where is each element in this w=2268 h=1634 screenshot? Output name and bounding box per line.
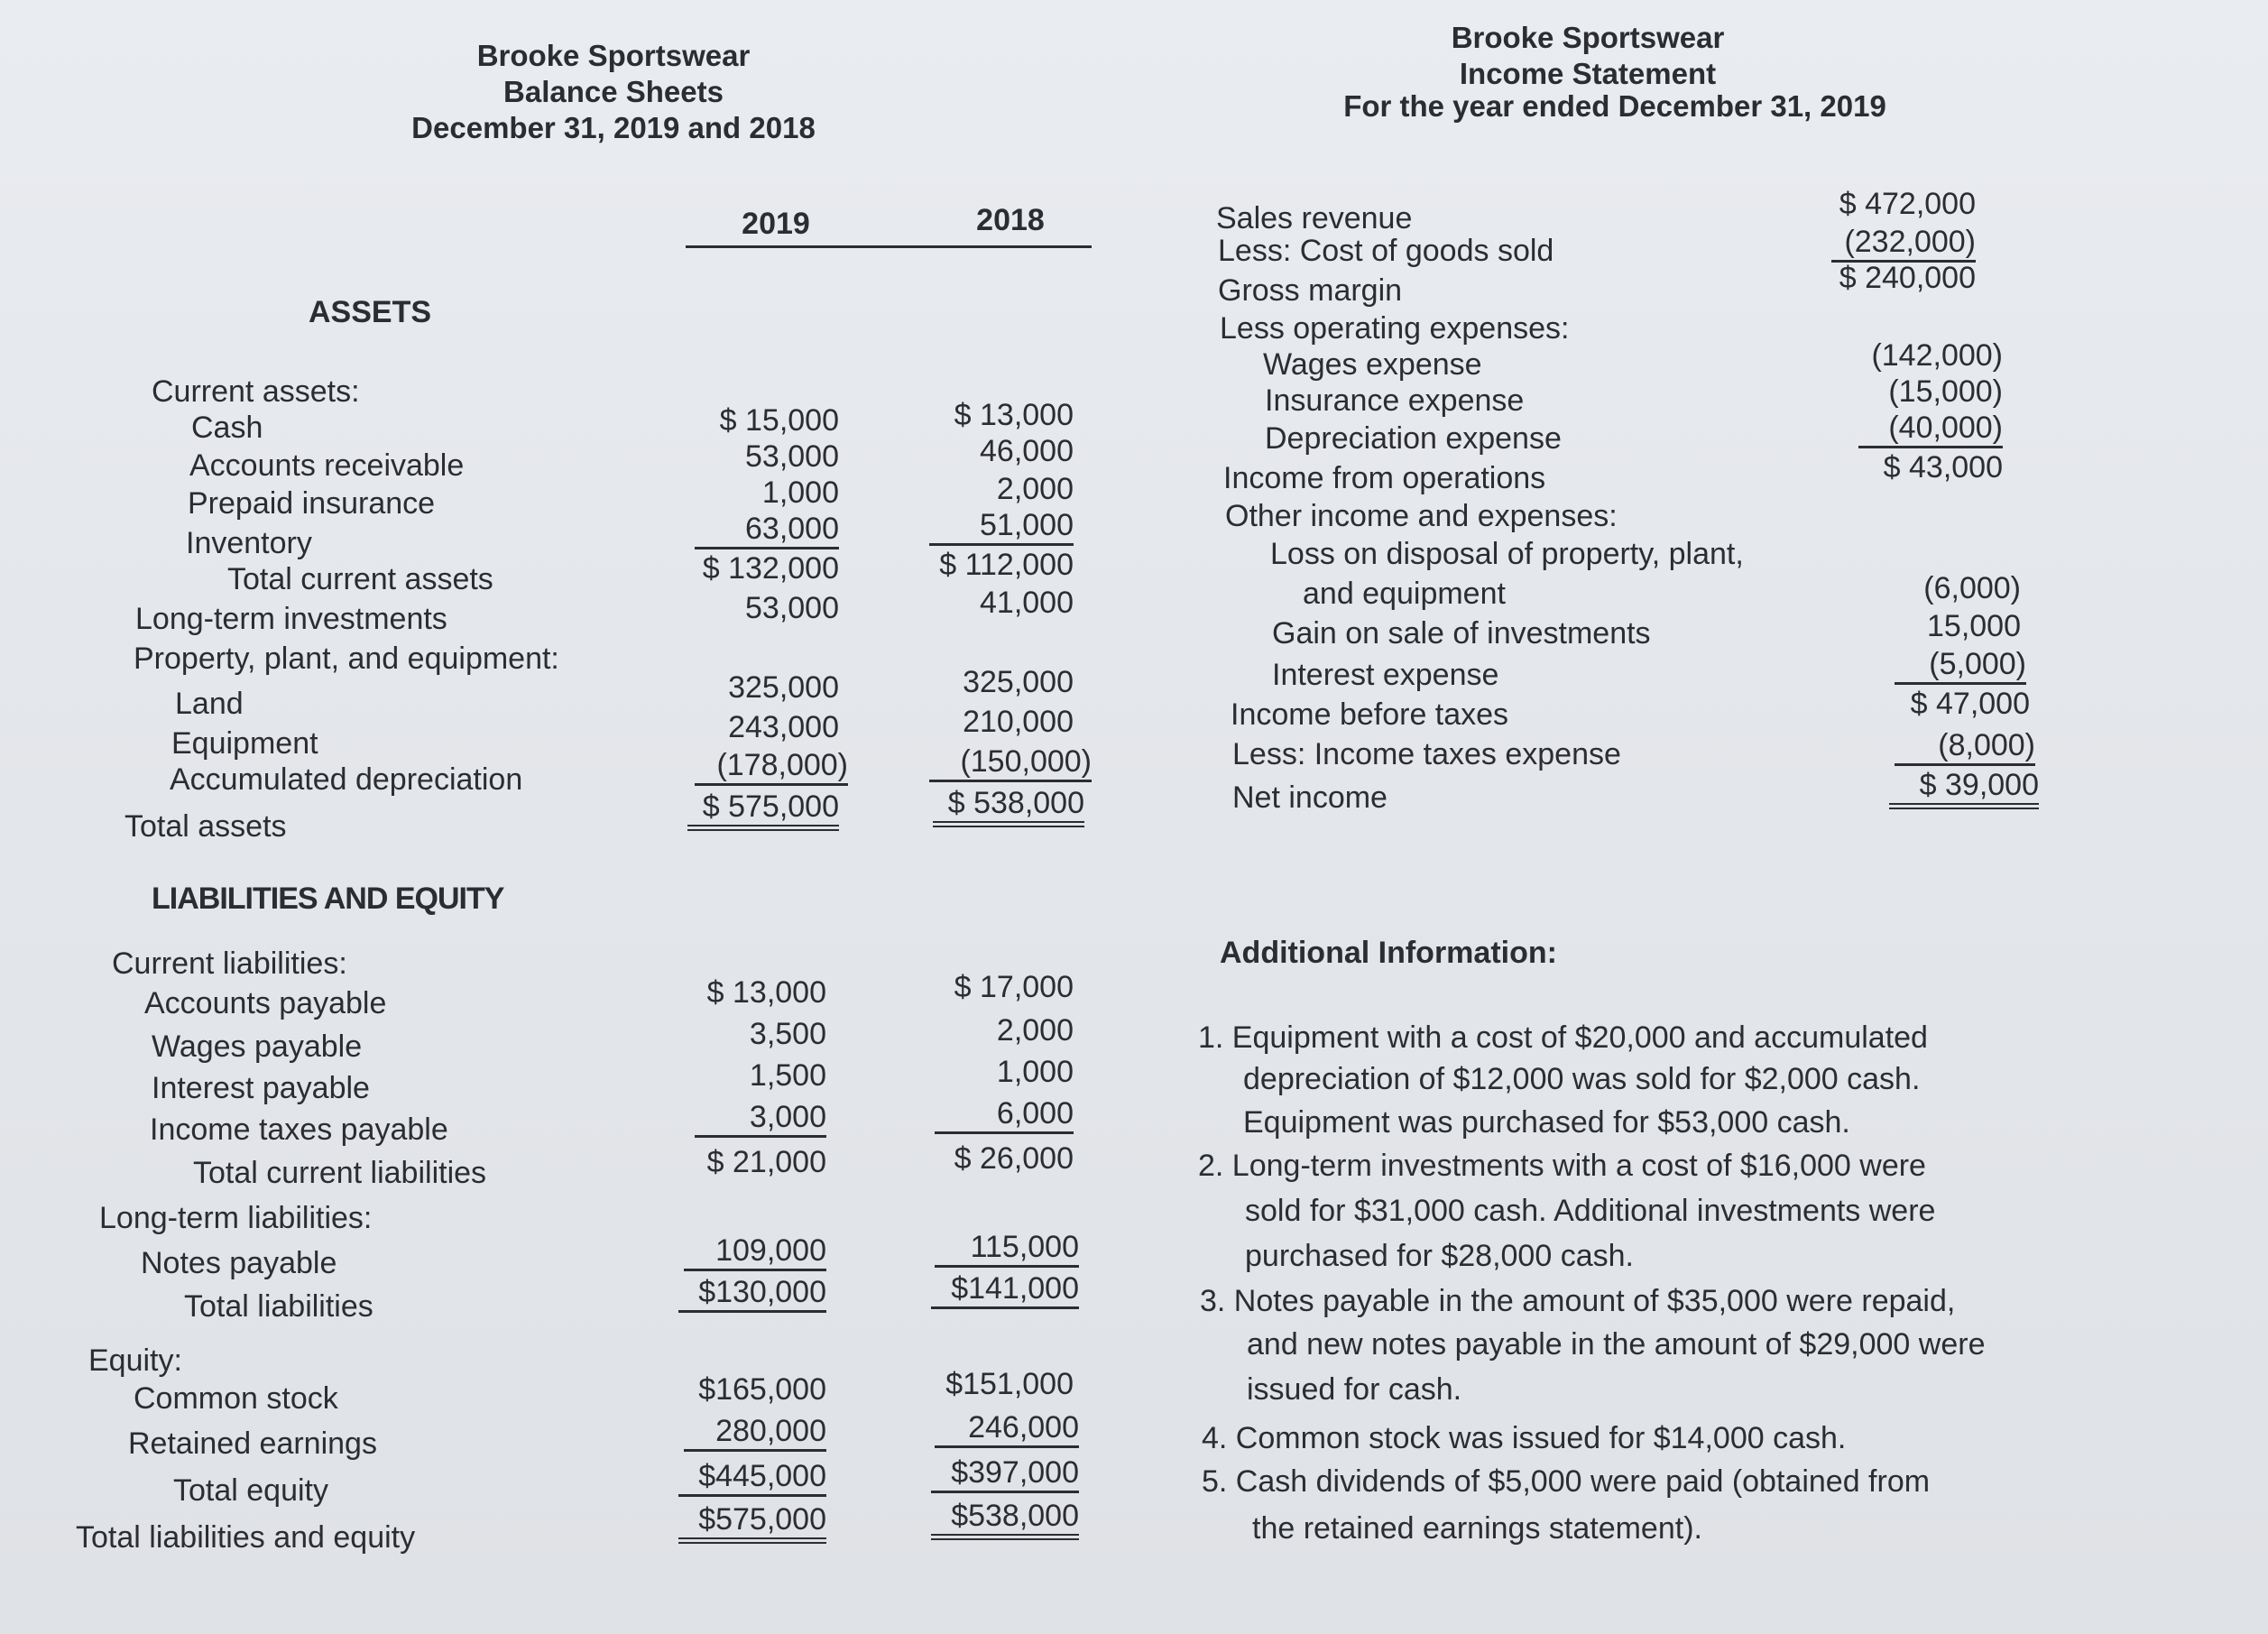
is-label-sales: Sales revenue xyxy=(1216,201,1413,235)
notes-2019: 109,000 xyxy=(684,1232,826,1271)
tca-2018: $ 112,000 xyxy=(939,548,1074,582)
info-item-3-line-1: 3. Notes payable in the amount of $35,000 were repaid, xyxy=(1200,1284,1956,1318)
row-label-tca: Total current assets xyxy=(227,562,493,596)
taxes-2019: 3,000 xyxy=(695,1099,826,1138)
ltl-label: Long-term liabilities: xyxy=(99,1201,373,1235)
land-2019: 325,000 xyxy=(728,670,839,705)
land-2018: 325,000 xyxy=(963,665,1074,699)
re-2018: 246,000 xyxy=(935,1409,1079,1448)
is-val-sales: $ 472,000 xyxy=(1839,187,1976,221)
tca-2019: $ 132,000 xyxy=(702,551,839,586)
is-title-period: For the year ended December 31, 2019 xyxy=(1343,89,1886,123)
ar-2018: 46,000 xyxy=(980,434,1074,468)
is-label-intexp: Interest expense xyxy=(1272,658,1499,692)
ap-2019: $ 13,000 xyxy=(706,975,826,1010)
total-assets-2019: $ 575,000 xyxy=(687,789,839,831)
bs-title-name: Balance Sheets xyxy=(503,75,724,108)
bs-header-rule xyxy=(686,245,1092,248)
row-label-equipment: Equipment xyxy=(171,726,318,761)
additional-info-heading: Additional Information: xyxy=(1220,936,1557,970)
lti-2018: 41,000 xyxy=(980,586,1074,620)
ap-2018: $ 17,000 xyxy=(954,970,1074,1004)
assets-heading: ASSETS xyxy=(309,295,432,329)
interest-2018: 1,000 xyxy=(996,1055,1074,1089)
is-label-loss2: and equipment xyxy=(1303,577,1506,611)
info-item-1-line-3: Equipment was purchased for $53,000 cash. xyxy=(1243,1105,1850,1140)
liabilities-heading: LIABILITIES AND EQUITY xyxy=(152,882,504,916)
ppe-label: Property, plant, and equipment: xyxy=(134,642,559,676)
wages-2018: 2,000 xyxy=(996,1013,1074,1048)
row-label-taxes: Income taxes payable xyxy=(150,1112,448,1147)
lti-2019: 53,000 xyxy=(745,591,839,625)
cash-2019: $ 15,000 xyxy=(719,403,839,438)
is-label-gross: Gross margin xyxy=(1218,273,1403,308)
is-val-cogs: (232,000) xyxy=(1831,224,1976,263)
is-val-ibt: $ 47,000 xyxy=(1910,687,2030,721)
bs-col-2018: 2018 xyxy=(976,203,1045,237)
cash-2018: $ 13,000 xyxy=(954,398,1074,432)
row-label-accum: Accumulated depreciation xyxy=(170,762,523,797)
bs-title-company: Brooke Sportswear xyxy=(476,39,751,72)
row-label-wages: Wages payable xyxy=(152,1029,363,1064)
is-val-depreciation: (40,000) xyxy=(1858,410,2003,448)
tl-2019: $130,000 xyxy=(678,1274,826,1313)
taxes-2018: 6,000 xyxy=(935,1095,1074,1134)
inventory-2018: 51,000 xyxy=(929,507,1074,546)
is-val-gross: $ 240,000 xyxy=(1839,261,1976,295)
row-label-interest: Interest payable xyxy=(152,1071,370,1105)
is-label-gain: Gain on sale of investments xyxy=(1272,616,1651,651)
current-liab-label: Current liabilities: xyxy=(112,946,347,981)
is-val-ni: $ 39,000 xyxy=(1889,767,2039,809)
is-val-ops: $ 43,000 xyxy=(1883,450,2003,485)
prepaid-2019: 1,000 xyxy=(761,475,839,510)
info-item-4-line-1: 4. Common stock was issued for $14,000 cash. xyxy=(1202,1421,1847,1455)
is-label-depreciation: Depreciation expense xyxy=(1265,421,1562,456)
row-label-tle: Total liabilities and equity xyxy=(76,1520,416,1555)
is-title-name: Income Statement xyxy=(1459,57,1717,90)
row-label-notes: Notes payable xyxy=(141,1246,337,1280)
is-label-cogs: Less: Cost of goods sold xyxy=(1218,234,1554,268)
row-label-inventory: Inventory xyxy=(186,526,312,560)
is-label-ni: Net income xyxy=(1232,780,1388,815)
row-label-total-assets: Total assets xyxy=(124,809,287,844)
is-val-tax: (8,000) xyxy=(1895,727,2035,766)
is-label-other: Other income and expenses: xyxy=(1225,499,1618,533)
equipment-2019: 243,000 xyxy=(728,710,839,744)
tcl-2019: $ 21,000 xyxy=(706,1145,826,1179)
is-val-wages: (142,000) xyxy=(1871,338,2003,373)
info-item-2-line-3: purchased for $28,000 cash. xyxy=(1245,1239,1634,1273)
wages-2019: 3,500 xyxy=(749,1017,826,1051)
is-label-wages: Wages expense xyxy=(1263,347,1482,382)
row-label-tcl: Total current liabilities xyxy=(193,1156,487,1190)
cs-2018: $151,000 xyxy=(945,1367,1074,1401)
is-val-insurance: (15,000) xyxy=(1888,374,2003,409)
info-item-1-line-2: depreciation of $12,000 was sold for $2,000 cash. xyxy=(1243,1062,1921,1096)
inventory-2019: 63,000 xyxy=(695,511,839,549)
te-2019: $445,000 xyxy=(678,1458,826,1497)
bs-title-date: December 31, 2019 and 2018 xyxy=(411,111,816,144)
is-label-ibt: Income before taxes xyxy=(1231,697,1509,732)
row-label-re: Retained earnings xyxy=(128,1426,377,1461)
info-item-2-line-2: sold for $31,000 cash. Additional investments were xyxy=(1245,1194,1936,1228)
is-val-intexp: (5,000) xyxy=(1895,646,2026,685)
equipment-2018: 210,000 xyxy=(963,705,1074,739)
ar-2019: 53,000 xyxy=(745,439,839,474)
re-2019: 280,000 xyxy=(684,1413,826,1452)
row-label-cs: Common stock xyxy=(134,1381,338,1416)
row-label-ar: Accounts receivable xyxy=(189,448,465,483)
equity-label: Equity: xyxy=(88,1343,182,1378)
info-item-3-line-2: and new notes payable in the amount of $29,000 were xyxy=(1247,1327,1986,1362)
is-label-insurance: Insurance expense xyxy=(1265,383,1525,418)
info-item-1-line-1: 1. Equipment with a cost of $20,000 and accumulated xyxy=(1198,1020,1928,1055)
accum-2019: (178,000) xyxy=(695,747,848,786)
row-label-lti: Long-term investments xyxy=(135,602,447,636)
is-val-gain: 15,000 xyxy=(1927,609,2021,643)
is-label-opex: Less operating expenses: xyxy=(1220,311,1570,346)
is-val-loss: (6,000) xyxy=(1923,571,2021,605)
info-item-2-line-1: 2. Long-term investments with a cost of $16,000 were xyxy=(1198,1149,1926,1183)
info-item-5-line-2: the retained earnings statement). xyxy=(1252,1511,1702,1546)
is-label-ops: Income from operations xyxy=(1223,461,1546,495)
cs-2019: $165,000 xyxy=(698,1372,826,1407)
notes-2018: 115,000 xyxy=(935,1229,1079,1268)
te-2018: $397,000 xyxy=(931,1454,1079,1493)
tle-2018: $538,000 xyxy=(931,1498,1079,1540)
tl-2018: $141,000 xyxy=(931,1270,1079,1309)
info-item-5-line-1: 5. Cash dividends of $5,000 were paid (obtained from xyxy=(1202,1464,1931,1499)
info-item-3-line-3: issued for cash. xyxy=(1247,1372,1462,1407)
accum-2018: (150,000) xyxy=(929,743,1092,782)
bs-col-2019: 2019 xyxy=(742,207,810,241)
prepaid-2018: 2,000 xyxy=(996,472,1074,506)
row-label-land: Land xyxy=(175,687,244,721)
row-label-prepaid: Prepaid insurance xyxy=(188,486,436,521)
tle-2019: $575,000 xyxy=(678,1501,826,1544)
row-label-cash: Cash xyxy=(191,411,263,445)
total-assets-2018: $ 538,000 xyxy=(933,785,1084,827)
row-label-ap: Accounts payable xyxy=(144,986,387,1020)
row-label-tl: Total liabilities xyxy=(184,1289,373,1324)
is-label-loss1: Loss on disposal of property, plant, xyxy=(1270,537,1744,571)
row-label-te: Total equity xyxy=(173,1473,328,1508)
interest-2019: 1,500 xyxy=(749,1058,826,1093)
is-title-company: Brooke Sportswear xyxy=(1451,21,1725,54)
is-label-tax: Less: Income taxes expense xyxy=(1232,737,1621,771)
tcl-2018: $ 26,000 xyxy=(954,1141,1074,1176)
current-assets-label: Current assets: xyxy=(152,374,360,409)
